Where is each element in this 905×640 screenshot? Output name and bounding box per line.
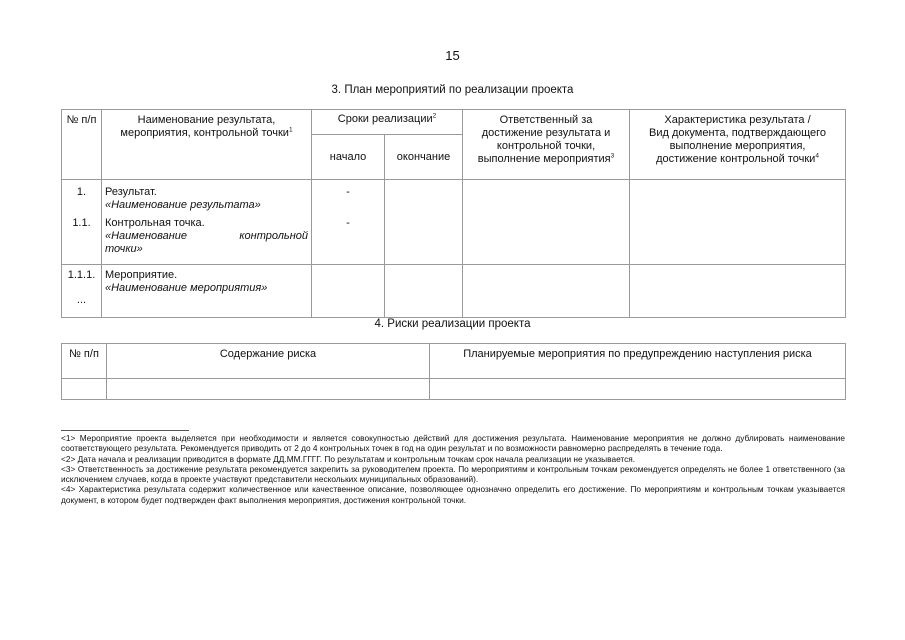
risks-table [61, 343, 846, 400]
header-name-line1: Наименование результата, [137, 114, 276, 126]
row-start-cell [312, 265, 385, 318]
row-number-activity: 1.1.1. [67, 269, 96, 281]
section-3-title: 3. План мероприятий по реализации проекта [331, 84, 574, 96]
row-number-cell [62, 265, 102, 318]
row-characteristic-cell [630, 265, 846, 318]
row-responsible-cell [463, 180, 630, 265]
activity-label: Мероприятие. [105, 269, 178, 281]
risk-header-number: № п/п [62, 344, 107, 379]
control-point-name-line2: точки» [105, 243, 143, 255]
risk-measures-cell [430, 379, 846, 400]
table-row [62, 265, 846, 318]
footnote-3: <3> Ответственность за достижение результата рекомендуется закрепить за руководителем проекта. По мероприятиям и контрольным точкам рекомендуется определять не более 1 ответственного (за исключением случаев, когда в проекте участвуют представители нескольких муниципальных образований). [61, 463, 845, 485]
footnote-1: <1> Мероприятие проекта выделяется при необходимости и является совокупностью действий для достижения результата. Наименование мероприятия не должно дублировать наименование соответствующего результата. Рекомендуется приводить от 2 до 4 контрольных точек в год на один результат и по возможности равномерно распределять в течение года. [61, 433, 845, 454]
header-characteristic-line3: выполнение мероприятия, [669, 140, 806, 152]
header-responsible-line4: выполнение мероприятия [477, 153, 611, 165]
row-number-result: 1. [76, 186, 87, 198]
header-start: начало [312, 135, 385, 180]
footnote-ref-2: 2 [432, 112, 437, 120]
header-characteristic-line4: достижение контрольной точки [656, 153, 816, 165]
header-responsible-line2: достижение результата и [481, 127, 611, 139]
header-name-line2: мероприятия, контрольной точки [120, 127, 289, 139]
table-row [62, 344, 846, 379]
table-row [62, 180, 846, 265]
page-number: 15 [445, 48, 460, 63]
control-point-label: Контрольная точка. [105, 217, 205, 229]
footnote-ref-4: 4 [815, 152, 819, 160]
risk-header-measures: Планируемые мероприятия по предупреждению наступления риска [430, 344, 846, 379]
header-responsible-line3: контрольной точки, [496, 140, 596, 152]
risk-number-cell [62, 379, 107, 400]
header-responsible-line1: Ответственный за [499, 114, 593, 126]
row-name-cell [102, 180, 312, 265]
row-number-cell [62, 180, 102, 265]
footnotes [61, 433, 845, 505]
row-end-cell [385, 265, 463, 318]
row-number-control-point: 1.1. [72, 217, 91, 229]
header-deadlines-label: Сроки реализации [337, 113, 433, 125]
result-label: Результат. [105, 186, 157, 198]
header-characteristic-line1: Характеристика результата / [664, 114, 811, 126]
header-name [102, 110, 312, 180]
control-point-name-line1: «Наименование контрольной [105, 230, 308, 242]
project-plan-table [61, 109, 846, 318]
footnote-2: <2> Дата начала и реализации приводится в формате ДД.ММ.ГГГГ. По результатам и контрольным точкам срок начала реализации не указывается. [61, 453, 636, 464]
footnote-separator [61, 430, 189, 431]
activity-name: «Наименование мероприятия» [105, 282, 268, 294]
risk-content-cell [107, 379, 430, 400]
header-characteristic-line2: Вид документа, подтверждающего [649, 127, 827, 139]
header-characteristic [630, 110, 846, 180]
row-start-cell [312, 180, 385, 265]
header-deadlines [312, 110, 463, 135]
footnote-ref-1: 1 [288, 126, 293, 134]
footnote-4: <4> Характеристика результата содержит количественное или качественное описание, позволяющее однозначно определить его достижение. По мероприятиям и контрольным точкам указывается документ, в котором будет подтвержден факт выполнения мероприятия, достижения контрольной точки. [61, 484, 845, 505]
control-point-start: - [346, 217, 350, 229]
row-end-cell [385, 180, 463, 265]
row-name-cell [102, 265, 312, 318]
risk-header-content: Содержание риска [107, 344, 430, 379]
result-start: - [346, 186, 350, 198]
header-responsible [463, 110, 630, 180]
section-4-title: 4. Риски реализации проекта [374, 318, 531, 330]
row-characteristic-cell [630, 180, 846, 265]
table-row [62, 379, 846, 400]
row-continuation-dots: ... [76, 294, 87, 306]
footnote-ref-3: 3 [610, 152, 615, 160]
row-responsible-cell [463, 265, 630, 318]
header-end: окончание [385, 135, 463, 180]
result-name: «Наименование результата» [105, 199, 261, 211]
header-number: № п/п [62, 110, 102, 180]
